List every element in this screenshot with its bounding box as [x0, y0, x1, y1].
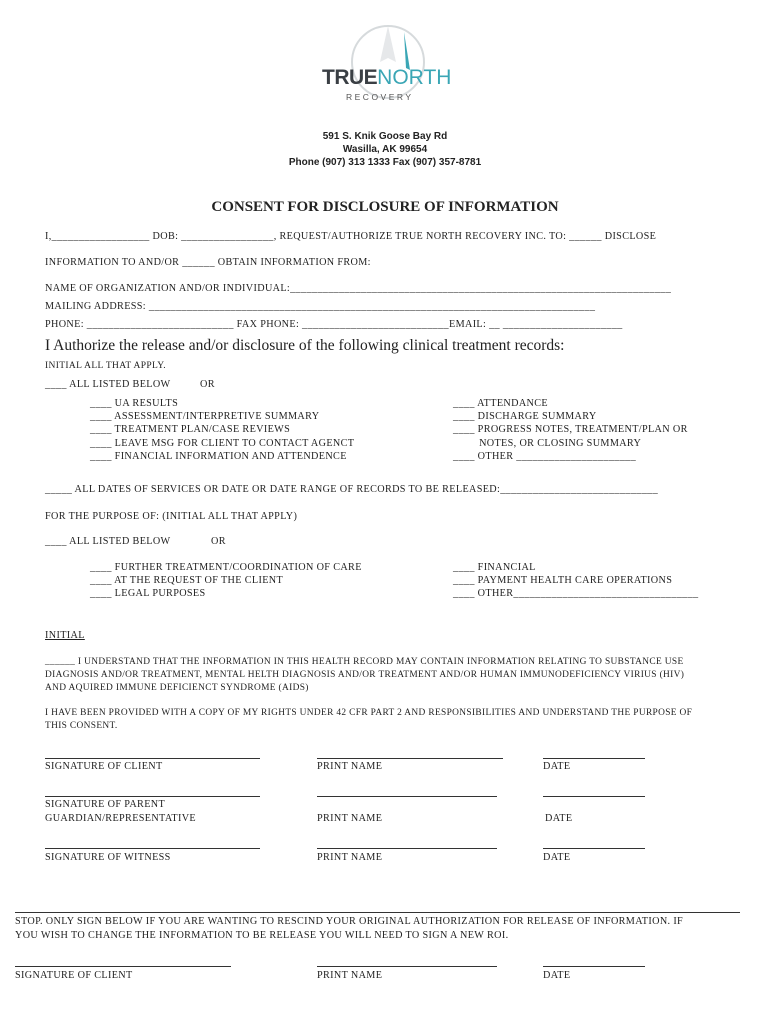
rescind-print-name-line[interactable] — [317, 966, 497, 967]
rescind-notice-2: YOU WISH TO CHANGE THE INFORMATION TO BE RELEASE YOU WILL NEED TO SIGN A NEW ROI. — [15, 930, 509, 941]
record-option[interactable]: ____ UA RESULTS — [90, 398, 179, 409]
logo-recovery-text: RECOVERY — [346, 92, 414, 102]
initial-all-note: INITIAL ALL THAT APPLY. — [45, 361, 166, 371]
purpose-option[interactable]: ____ LEGAL PURPOSES — [90, 588, 206, 599]
address-city: Wasilla, AK 99654 — [342, 144, 428, 155]
provided-statement-2: THIS CONSENT. — [45, 721, 118, 731]
organization-field[interactable]: NAME OF ORGANIZATION AND/OR INDIVIDUAL:______________________________________________________________________ — [45, 283, 672, 294]
logo-north-text: NORTH — [377, 66, 452, 89]
date-label: DATE — [543, 761, 571, 772]
understand-statement-2: DIAGNOSIS AND/OR TREATMENT, MENTAL HELTH DIAGNOSIS AND/OR TREATMENT AND/OR HUMAN IMMUNODEFICIENCY VIRIUS (HIV) — [45, 670, 685, 680]
signature-of-client-label: SIGNATURE OF CLIENT — [45, 761, 163, 772]
form-title: CONSENT FOR DISCLOSURE OF INFORMATION — [211, 199, 559, 215]
client-date-line[interactable] — [543, 758, 645, 759]
client-signature-line[interactable] — [45, 758, 260, 759]
all-listed-purpose-checkbox[interactable]: ____ ALL LISTED BELOW — [45, 536, 171, 547]
mailing-address-field[interactable]: MAILING ADDRESS: __________________________________________________________________________________ — [45, 301, 596, 312]
witness-signature-line[interactable] — [45, 848, 260, 849]
date-label: DATE — [543, 852, 571, 863]
address-street: 591 S. Knik Goose Bay Rd — [322, 131, 448, 142]
purpose-option[interactable]: ____ PAYMENT HEALTH CARE OPERATIONS — [453, 575, 673, 586]
signature-of-witness-label: SIGNATURE OF WITNESS — [45, 852, 171, 863]
initial-heading: INITIAL — [45, 630, 85, 641]
witness-print-name-line[interactable] — [317, 848, 497, 849]
true-north-logo — [318, 22, 452, 108]
date-label: DATE — [543, 970, 571, 981]
record-option[interactable]: ____ TREATMENT PLAN/CASE REVIEWS — [90, 424, 291, 435]
client-print-name-line[interactable] — [317, 758, 503, 759]
rescind-date-line[interactable] — [543, 966, 645, 967]
signature-of-parent-label: SIGNATURE OF PARENT — [45, 799, 166, 810]
purpose-option[interactable]: ____ OTHER__________________________________ — [453, 588, 699, 599]
disclose-obtain-line: INFORMATION TO AND/OR ______ OBTAIN INFORMATION FROM: — [45, 257, 371, 268]
rescind-signature-line[interactable] — [15, 966, 231, 967]
record-option[interactable]: ____ DISCHARGE SUMMARY — [453, 411, 597, 422]
understand-statement-1[interactable]: ______ I UNDERSTAND THAT THE INFORMATION IN THIS HEALTH RECORD MAY CONTAIN INFORMATION RELATING TO SUBSTANCE USE — [45, 657, 684, 667]
record-option-continued: NOTES, OR CLOSING SUMMARY — [453, 438, 642, 449]
guardian-representative-label: GUARDIAN/REPRESENTATIVE — [45, 813, 196, 824]
logo-wordmark — [322, 66, 451, 90]
or-label-2: OR — [211, 536, 226, 547]
purpose-heading: FOR THE PURPOSE OF: (INITIAL ALL THAT APPLY) — [45, 511, 298, 522]
requester-line: I,__________________ DOB: _________________, REQUEST/AUTHORIZE TRUE NORTH RECOVERY INC. TO: ______ DISCLOSE — [45, 231, 657, 242]
rescind-notice-1: STOP. ONLY SIGN BELOW IF YOU ARE WANTING TO RESCIND YOUR ORIGINAL AUTHORIZATION FOR RELEASE OF INFORMATION. IF — [15, 916, 684, 927]
print-name-label: PRINT NAME — [317, 813, 383, 824]
print-name-label: PRINT NAME — [317, 761, 383, 772]
record-option[interactable]: ____ OTHER ______________________ — [453, 451, 637, 462]
date-label: DATE — [545, 813, 573, 824]
record-option[interactable]: ____ ASSESSMENT/INTERPRETIVE SUMMARY — [90, 411, 320, 422]
purpose-option[interactable]: ____ FURTHER TREATMENT/COORDINATION OF CARE — [90, 562, 362, 573]
parent-print-name-line[interactable] — [317, 796, 497, 797]
understand-statement-3: AND AQUIRED IMMUNE DEFICIENCT SYNDROME (AIDS) — [45, 683, 309, 693]
purpose-option[interactable]: ____ FINANCIAL — [453, 562, 536, 573]
logo-true-text: TRUE — [322, 66, 378, 89]
authorize-heading: I Authorize the release and/or disclosure of the following clinical treatment records: — [45, 337, 565, 354]
print-name-label: PRINT NAME — [317, 852, 383, 863]
record-option[interactable]: ____ ATTENDANCE — [453, 398, 548, 409]
parent-date-line[interactable] — [543, 796, 645, 797]
purpose-option[interactable]: ____ AT THE REQUEST OF THE CLIENT — [90, 575, 284, 586]
dates-of-service-field[interactable]: _____ ALL DATES OF SERVICES OR DATE OR DATE RANGE OF RECORDS TO BE RELEASED:_____________________________ — [45, 484, 659, 495]
record-option[interactable]: ____ PROGRESS NOTES, TREATMENT/PLAN OR — [453, 424, 688, 435]
phone-fax-email-field[interactable]: PHONE: ___________________________ FAX PHONE: ___________________________EMAIL: __ ______________________ — [45, 319, 623, 330]
section-divider — [15, 912, 740, 913]
or-label-1: OR — [200, 379, 215, 390]
print-name-label: PRINT NAME — [317, 970, 383, 981]
address-phone: Phone (907) 313 1333 Fax (907) 357-8781 — [288, 157, 482, 168]
witness-date-line[interactable] — [543, 848, 645, 849]
record-option[interactable]: ____ LEAVE MSG FOR CLIENT TO CONTACT AGENCT — [90, 438, 355, 449]
all-listed-checkbox[interactable]: ____ ALL LISTED BELOW — [45, 379, 171, 390]
provided-statement-1: I HAVE BEEN PROVIDED WITH A COPY OF MY RIGHTS UNDER 42 CFR PART 2 AND RESPONSIBILITIES AND UNDERSTAND THE PURPOSE OF — [45, 708, 693, 718]
parent-signature-line[interactable] — [45, 796, 260, 797]
signature-of-client-label: SIGNATURE OF CLIENT — [15, 970, 133, 981]
record-option[interactable]: ____ FINANCIAL INFORMATION AND ATTENDENCE — [90, 451, 347, 462]
